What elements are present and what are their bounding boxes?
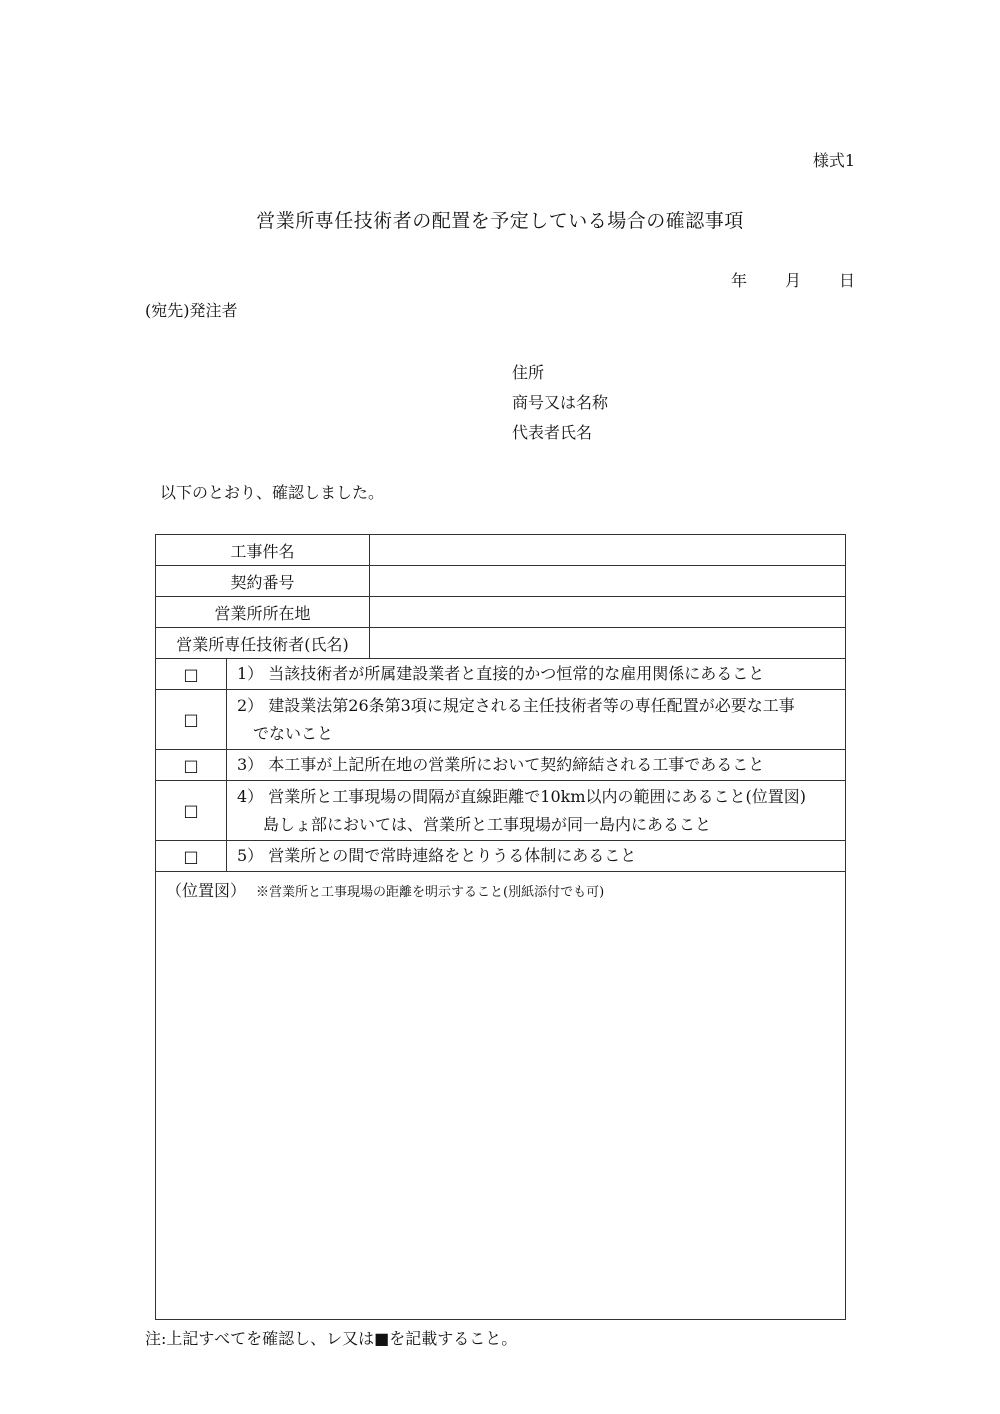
check-item-2 xyxy=(227,690,846,750)
confirmation-text: 以下のとおり、確認しました。 xyxy=(160,483,385,502)
info-value-project-name[interactable] xyxy=(370,535,846,566)
date-line xyxy=(693,268,855,291)
check-item-3 xyxy=(227,750,846,781)
check-item-3-text: 3） 本工事が上記所在地の営業所において契約締結される工事であること xyxy=(237,755,765,774)
info-label-engineer-name: 営業所専任技術者(氏名) xyxy=(156,628,370,659)
check-row xyxy=(156,750,846,781)
check-row xyxy=(156,781,846,841)
addressee: (宛先)発注者 xyxy=(145,301,238,320)
confirmation-table xyxy=(155,534,846,1320)
check-item-1 xyxy=(227,659,846,690)
sender-representative-label: 代表者氏名 xyxy=(512,423,593,442)
check-row xyxy=(156,659,846,690)
date-day: 日 xyxy=(838,271,855,290)
checkbox-2[interactable]: □ xyxy=(156,690,227,750)
checkbox-1[interactable]: □ xyxy=(156,659,227,690)
check-item-4-text-cont: 島しょ部においては、営業所と工事現場が同一島内にあること xyxy=(263,814,712,834)
location-map-area[interactable] xyxy=(156,872,846,1320)
info-value-engineer-name[interactable] xyxy=(370,628,846,659)
sender-block xyxy=(512,358,608,448)
sender-address-label: 住所 xyxy=(512,363,545,382)
check-item-4 xyxy=(227,781,846,841)
check-item-1-text: 1） 当該技術者が所属建設業者と直接的かつ恒常的な雇用関係にあること xyxy=(237,664,765,683)
check-item-4-text: 4） 営業所と工事現場の間隔が直線距離で10km以内の範囲にあること(位置図) xyxy=(237,786,806,806)
info-row xyxy=(156,628,846,659)
check-row xyxy=(156,841,846,872)
info-label-office-location: 営業所所在地 xyxy=(156,597,370,628)
checkbox-5[interactable]: □ xyxy=(156,841,227,872)
check-item-2-text-cont: でないこと xyxy=(253,723,334,743)
checkbox-4[interactable]: □ xyxy=(156,781,227,841)
check-item-5-text: 5） 営業所との間で常時連絡をとりうる体制にあること xyxy=(237,846,637,865)
location-map-row xyxy=(156,872,846,1320)
location-map-note: ※営業所と工事現場の距離を明示すること(別紙添付でも可) xyxy=(256,885,605,900)
check-item-5 xyxy=(227,841,846,872)
check-item-2-text: 2） 建設業法第26条第3項に規定される主任技術者等の専任配置が必要な工事 xyxy=(237,695,795,715)
checkbox-3[interactable]: □ xyxy=(156,750,227,781)
check-row xyxy=(156,690,846,750)
info-row xyxy=(156,597,846,628)
date-month: 月 xyxy=(784,271,801,290)
form-number: 様式1 xyxy=(812,151,855,170)
info-label-contract-number: 契約番号 xyxy=(156,566,370,597)
info-value-office-location[interactable] xyxy=(370,597,846,628)
footnote: 注:上記すべてを確認し、レ又は■を記載すること。 xyxy=(145,1329,518,1348)
info-value-contract-number[interactable] xyxy=(370,566,846,597)
document-title: 営業所専任技術者の配置を予定している場合の確認事項 xyxy=(256,210,744,232)
info-row xyxy=(156,566,846,597)
sender-company-label: 商号又は名称 xyxy=(512,393,609,412)
info-row xyxy=(156,535,846,566)
location-map-label: （位置図） xyxy=(166,881,247,900)
date-year: 年 xyxy=(730,271,747,290)
info-label-project-name: 工事件名 xyxy=(156,535,370,566)
